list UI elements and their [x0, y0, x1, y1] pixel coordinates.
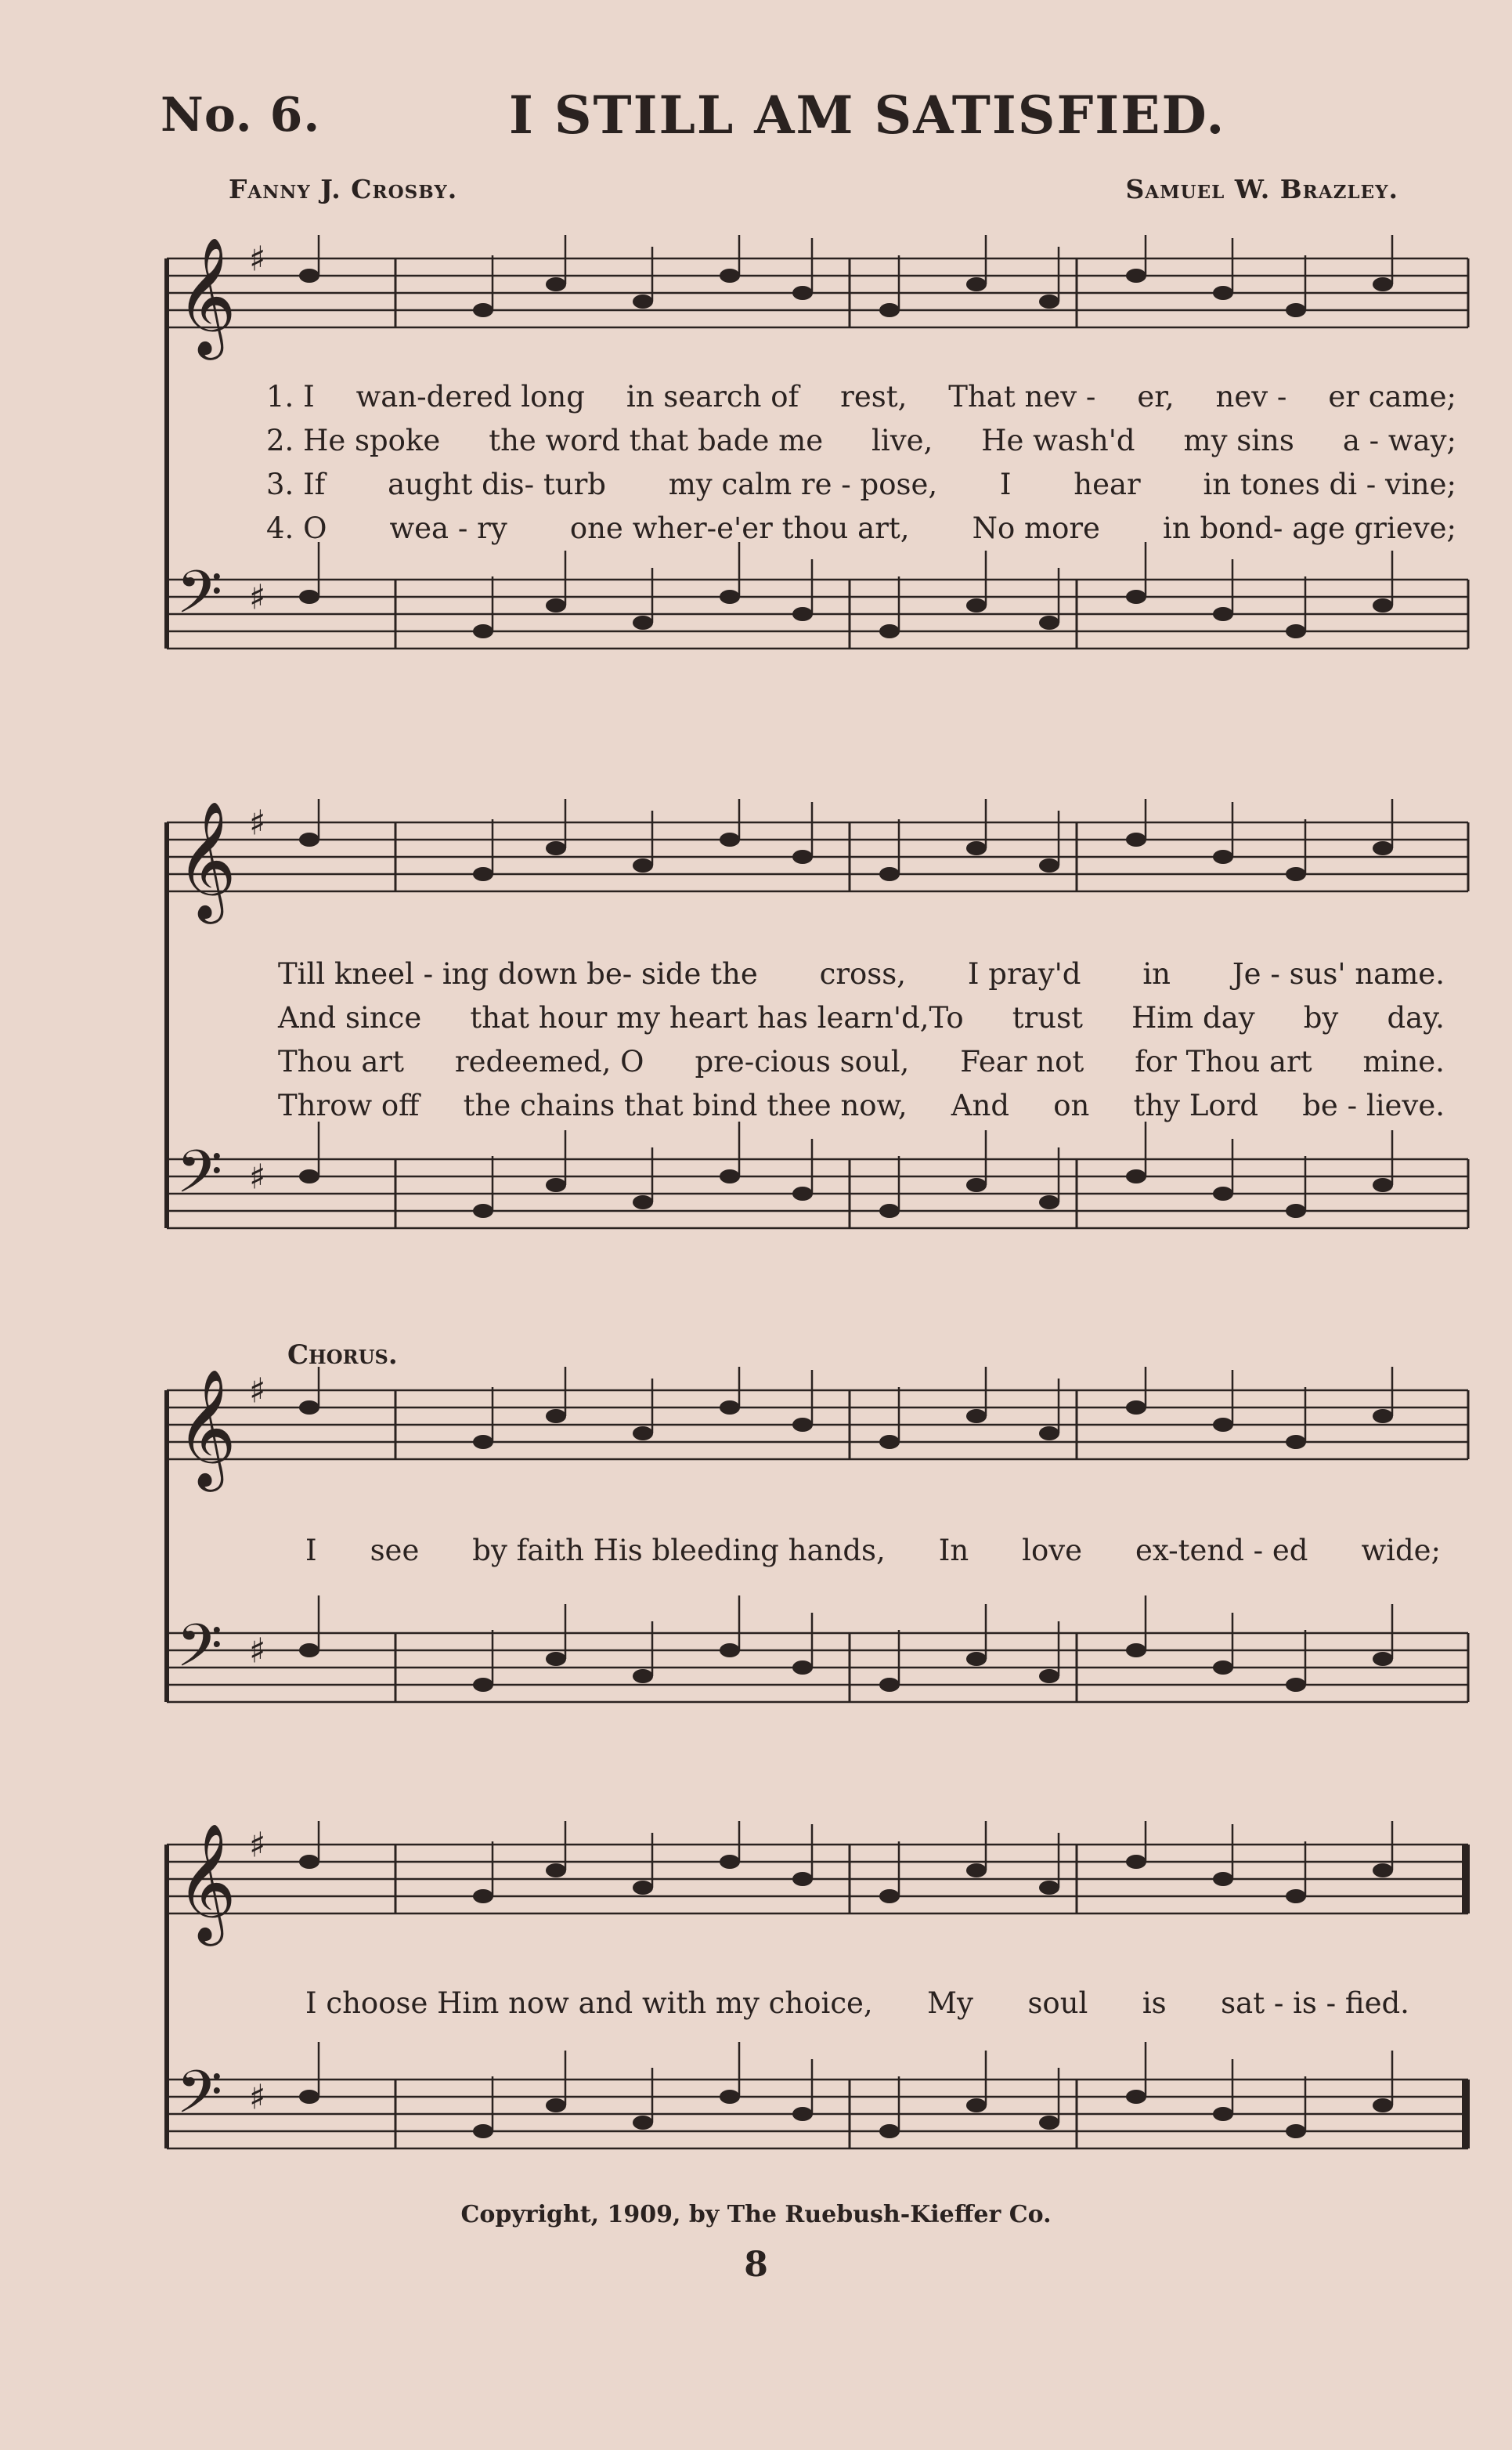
- notehead: [299, 2090, 319, 2104]
- notehead: [720, 1855, 740, 1869]
- chorus-lyrics-2: [305, 1986, 1409, 2030]
- lyric-word: Throw off: [278, 1089, 420, 1122]
- bass-clef-icon: 𝄢: [176, 558, 223, 642]
- notehead: [1126, 1169, 1146, 1183]
- notehead: [720, 833, 740, 847]
- notehead: [792, 607, 813, 621]
- notehead: [720, 269, 740, 283]
- lyric-word: in: [1142, 957, 1171, 991]
- notehead: [546, 1178, 566, 1192]
- notehead: [1213, 607, 1233, 621]
- notehead: [473, 1889, 493, 1903]
- treble-staff: [167, 1821, 1470, 1946]
- lyric-word: in bond- age grieve;: [1163, 511, 1456, 545]
- lyric-word: my sins: [1183, 424, 1294, 457]
- lyric-word: I: [999, 468, 1012, 501]
- notehead: [720, 590, 740, 604]
- notehead: [792, 2107, 813, 2121]
- sharp-key-signature-icon: ♯: [249, 1825, 266, 1866]
- bass-clef-icon: 𝄢: [176, 1137, 223, 1222]
- sharp-key-signature-icon: ♯: [249, 1371, 266, 1411]
- lyric-word: is: [1142, 1986, 1167, 2020]
- notehead: [1373, 1178, 1393, 1192]
- notehead: [1286, 1435, 1306, 1449]
- verse-lyrics-1: [266, 380, 1456, 555]
- lyric-word: the chains that bind thee now,: [463, 1089, 908, 1122]
- copyright-notice: Copyright, 1909, by The Ruebush-Kieffer Co.: [460, 2201, 1052, 2228]
- treble-clef-icon: 𝄞: [176, 236, 236, 355]
- notehead: [633, 1669, 653, 1683]
- notehead: [1213, 1660, 1233, 1675]
- notehead: [473, 1435, 493, 1449]
- notehead: [1126, 1643, 1146, 1657]
- notehead: [1126, 833, 1146, 847]
- notehead: [633, 858, 653, 873]
- notehead: [1213, 286, 1233, 300]
- lyric-word: trust: [1012, 1001, 1083, 1035]
- final-bar-line: [1462, 1845, 1470, 1913]
- treble-staff: [167, 1367, 1468, 1492]
- notehead: [299, 1400, 319, 1415]
- lyric-line-verse-1: [278, 957, 1445, 1001]
- notehead: [633, 1881, 653, 1895]
- lyric-word: nev -: [1215, 380, 1287, 414]
- notehead: [473, 303, 493, 317]
- notehead: [966, 598, 987, 612]
- sharp-key-signature-icon: ♯: [249, 577, 266, 618]
- sharp-key-signature-icon: ♯: [249, 2077, 266, 2118]
- lyric-word: day.: [1387, 1001, 1445, 1035]
- bass-staff: [167, 2042, 1470, 2148]
- treble-clef-icon: 𝄞: [176, 1368, 236, 1487]
- lyric-word: on: [1053, 1089, 1090, 1122]
- notehead: [1286, 303, 1306, 317]
- notehead: [792, 1187, 813, 1201]
- notehead: [633, 1426, 653, 1440]
- notehead: [1373, 598, 1393, 612]
- notehead: [1126, 1400, 1146, 1415]
- notehead: [1286, 1204, 1306, 1218]
- notehead: [1039, 616, 1059, 630]
- lyric-word: my calm re - pose,: [668, 468, 938, 501]
- notehead: [546, 841, 566, 855]
- lyric-word: hear: [1074, 468, 1141, 501]
- bass-clef-icon: 𝄢: [176, 1611, 223, 1696]
- notehead: [966, 1409, 987, 1423]
- notehead: [1213, 1187, 1233, 1201]
- chorus-lyrics-1: [305, 1534, 1441, 1577]
- notehead: [1039, 1669, 1059, 1683]
- notehead: [1213, 1418, 1233, 1432]
- lyric-word: sat - is - fied.: [1221, 1986, 1409, 2020]
- lyric-word: a - way;: [1342, 424, 1456, 457]
- notehead: [633, 295, 653, 309]
- lyric-line-verse-2: [278, 1001, 1445, 1045]
- notehead: [966, 277, 987, 291]
- notehead: [966, 2098, 987, 2112]
- lyric-word: love: [1022, 1534, 1083, 1567]
- notehead: [1213, 2107, 1233, 2121]
- notehead: [1039, 2116, 1059, 2130]
- notehead: [299, 590, 319, 604]
- notehead: [879, 867, 900, 881]
- lyricist-credit: Fanny J. Crosby.: [229, 174, 458, 204]
- notehead: [966, 841, 987, 855]
- sharp-key-signature-icon: ♯: [249, 1631, 266, 1671]
- notehead: [546, 598, 566, 612]
- verse-lyrics-2: [278, 957, 1445, 1133]
- lyric-word: the word that bade me: [489, 424, 824, 457]
- bass-staff: [167, 542, 1468, 649]
- notehead: [966, 1652, 987, 1666]
- hymn-title: I STILL AM SATISFIED.: [509, 85, 1226, 146]
- lyric-word: one wher-e'er thou art,: [569, 511, 910, 545]
- final-bar-line: [1462, 2080, 1470, 2148]
- sharp-key-signature-icon: ♯: [249, 803, 266, 844]
- lyric-line-verse-4: [278, 1089, 1445, 1133]
- lyric-word: That nev -: [948, 380, 1096, 414]
- lyric-word: wan-dered long: [355, 380, 585, 414]
- lyric-word: aught dis- turb: [388, 468, 606, 501]
- lyric-word: And since: [278, 1001, 422, 1035]
- notehead: [720, 1400, 740, 1415]
- notehead: [299, 1169, 319, 1183]
- lyric-word: thy Lord: [1133, 1089, 1259, 1122]
- notehead: [473, 867, 493, 881]
- notehead: [1286, 624, 1306, 638]
- notehead: [1126, 269, 1146, 283]
- notehead: [1286, 1678, 1306, 1692]
- notehead: [1126, 1855, 1146, 1869]
- notehead: [966, 1863, 987, 1877]
- chorus-label: Chorus.: [287, 1339, 398, 1371]
- notehead: [473, 1678, 493, 1692]
- notehead: [633, 1195, 653, 1209]
- notehead: [1126, 2090, 1146, 2104]
- notehead: [1039, 1195, 1059, 1209]
- sharp-key-signature-icon: ♯: [249, 239, 266, 280]
- bass-staff: [167, 1595, 1468, 1702]
- notehead: [473, 2124, 493, 2138]
- notehead: [720, 2090, 740, 2104]
- notehead: [792, 1872, 813, 1886]
- lyric-word: see: [370, 1534, 420, 1567]
- notehead: [966, 1178, 987, 1192]
- lyric-word: live,: [871, 424, 933, 457]
- lyric-word: er,: [1137, 380, 1175, 414]
- notehead: [792, 1418, 813, 1432]
- notehead: [1126, 590, 1146, 604]
- notehead: [1286, 2124, 1306, 2138]
- lyric-word: pre-cious soul,: [695, 1045, 910, 1079]
- lyric-word: ex-tend - ed: [1135, 1534, 1308, 1567]
- notehead: [473, 624, 493, 638]
- treble-staff: [167, 235, 1468, 360]
- notehead: [1373, 277, 1393, 291]
- treble-clef-icon: 𝄞: [176, 800, 236, 919]
- lyric-word: by faith His bleeding hands,: [472, 1534, 886, 1567]
- lyric-word: in search of: [626, 380, 799, 414]
- notehead: [473, 1204, 493, 1218]
- lyric-word: My: [927, 1986, 973, 2020]
- notehead: [633, 616, 653, 630]
- treble-clef-icon: 𝄞: [176, 1822, 236, 1941]
- notehead: [1286, 867, 1306, 881]
- lyric-word: I pray'd: [967, 957, 1081, 991]
- lyric-word: Him day: [1131, 1001, 1255, 1035]
- bass-staff: [167, 1122, 1468, 1228]
- lyric-word: by: [1303, 1001, 1339, 1035]
- notehead: [879, 1204, 900, 1218]
- notehead: [720, 1169, 740, 1183]
- notehead: [879, 303, 900, 317]
- notehead: [792, 1660, 813, 1675]
- notehead: [1373, 1863, 1393, 1877]
- page-number: 8: [744, 2245, 768, 2285]
- lyric-word: 1. I: [266, 380, 315, 414]
- lyric-word: Till kneel - ing down be- side the: [278, 957, 758, 991]
- lyric-word: Je - sus' name.: [1232, 957, 1445, 991]
- lyric-word: rest,: [840, 380, 908, 414]
- lyric-line-verse-3: [278, 1045, 1445, 1089]
- lyric-word: wea - ry: [389, 511, 507, 545]
- lyric-line-verse-3: [266, 468, 1456, 511]
- lyric-word: 2. He spoke: [266, 424, 441, 457]
- notehead: [1039, 858, 1059, 873]
- notehead: [879, 1435, 900, 1449]
- notehead: [1373, 2098, 1393, 2112]
- notehead: [299, 1643, 319, 1657]
- lyric-word: redeemed, O: [454, 1045, 644, 1079]
- lyric-word: be - lieve.: [1302, 1089, 1445, 1122]
- notehead: [299, 833, 319, 847]
- notehead: [1373, 841, 1393, 855]
- lyric-word: Thou art: [278, 1045, 404, 1079]
- lyric-word: that hour my heart has learn'd,To: [470, 1001, 964, 1035]
- notehead: [879, 624, 900, 638]
- lyric-word: for Thou art: [1135, 1045, 1312, 1079]
- notehead: [1039, 1426, 1059, 1440]
- notehead: [879, 1678, 900, 1692]
- bass-clef-icon: 𝄢: [176, 2058, 223, 2142]
- notehead: [546, 1863, 566, 1877]
- treble-staff: [167, 799, 1468, 924]
- hymn-number: No. 6.: [161, 88, 321, 143]
- notehead: [792, 850, 813, 864]
- lyric-line-chorus: [305, 1534, 1441, 1577]
- lyric-word: 4. O: [266, 511, 327, 545]
- notehead: [1039, 1881, 1059, 1895]
- notehead: [1213, 1872, 1233, 1886]
- notehead: [546, 1652, 566, 1666]
- lyric-word: cross,: [819, 957, 907, 991]
- lyric-word: No more: [972, 511, 1100, 545]
- notehead: [299, 269, 319, 283]
- lyric-line-verse-2: [266, 424, 1456, 468]
- lyric-word: In: [938, 1534, 969, 1567]
- lyric-word: in tones di - vine;: [1203, 468, 1456, 501]
- notehead: [546, 1409, 566, 1423]
- notehead: [633, 2116, 653, 2130]
- lyric-word: wide;: [1361, 1534, 1441, 1567]
- composer-credit: Samuel W. Brazley.: [1125, 174, 1398, 204]
- lyric-word: And: [951, 1089, 1010, 1122]
- notehead: [879, 2124, 900, 2138]
- lyric-word: Fear not: [960, 1045, 1084, 1079]
- lyric-word: er came;: [1328, 380, 1456, 414]
- notehead: [1373, 1409, 1393, 1423]
- notehead: [546, 277, 566, 291]
- lyric-word: He wash'd: [981, 424, 1135, 457]
- lyric-word: I: [305, 1534, 317, 1567]
- lyric-word: I choose Him now and with my choice,: [305, 1986, 873, 2020]
- lyric-line-verse-4: [266, 511, 1456, 555]
- notehead: [1213, 850, 1233, 864]
- notehead: [299, 1855, 319, 1869]
- lyric-word: mine.: [1362, 1045, 1445, 1079]
- lyric-line-verse-1: [266, 380, 1456, 424]
- lyric-word: soul: [1027, 1986, 1088, 2020]
- notehead: [792, 286, 813, 300]
- notehead: [1286, 1889, 1306, 1903]
- lyric-line-chorus: [305, 1986, 1409, 2030]
- notehead: [1373, 1652, 1393, 1666]
- sharp-key-signature-icon: ♯: [249, 1157, 266, 1198]
- notehead: [879, 1889, 900, 1903]
- lyric-word: 3. If: [266, 468, 326, 501]
- notehead: [1039, 295, 1059, 309]
- notehead: [720, 1643, 740, 1657]
- notehead: [546, 2098, 566, 2112]
